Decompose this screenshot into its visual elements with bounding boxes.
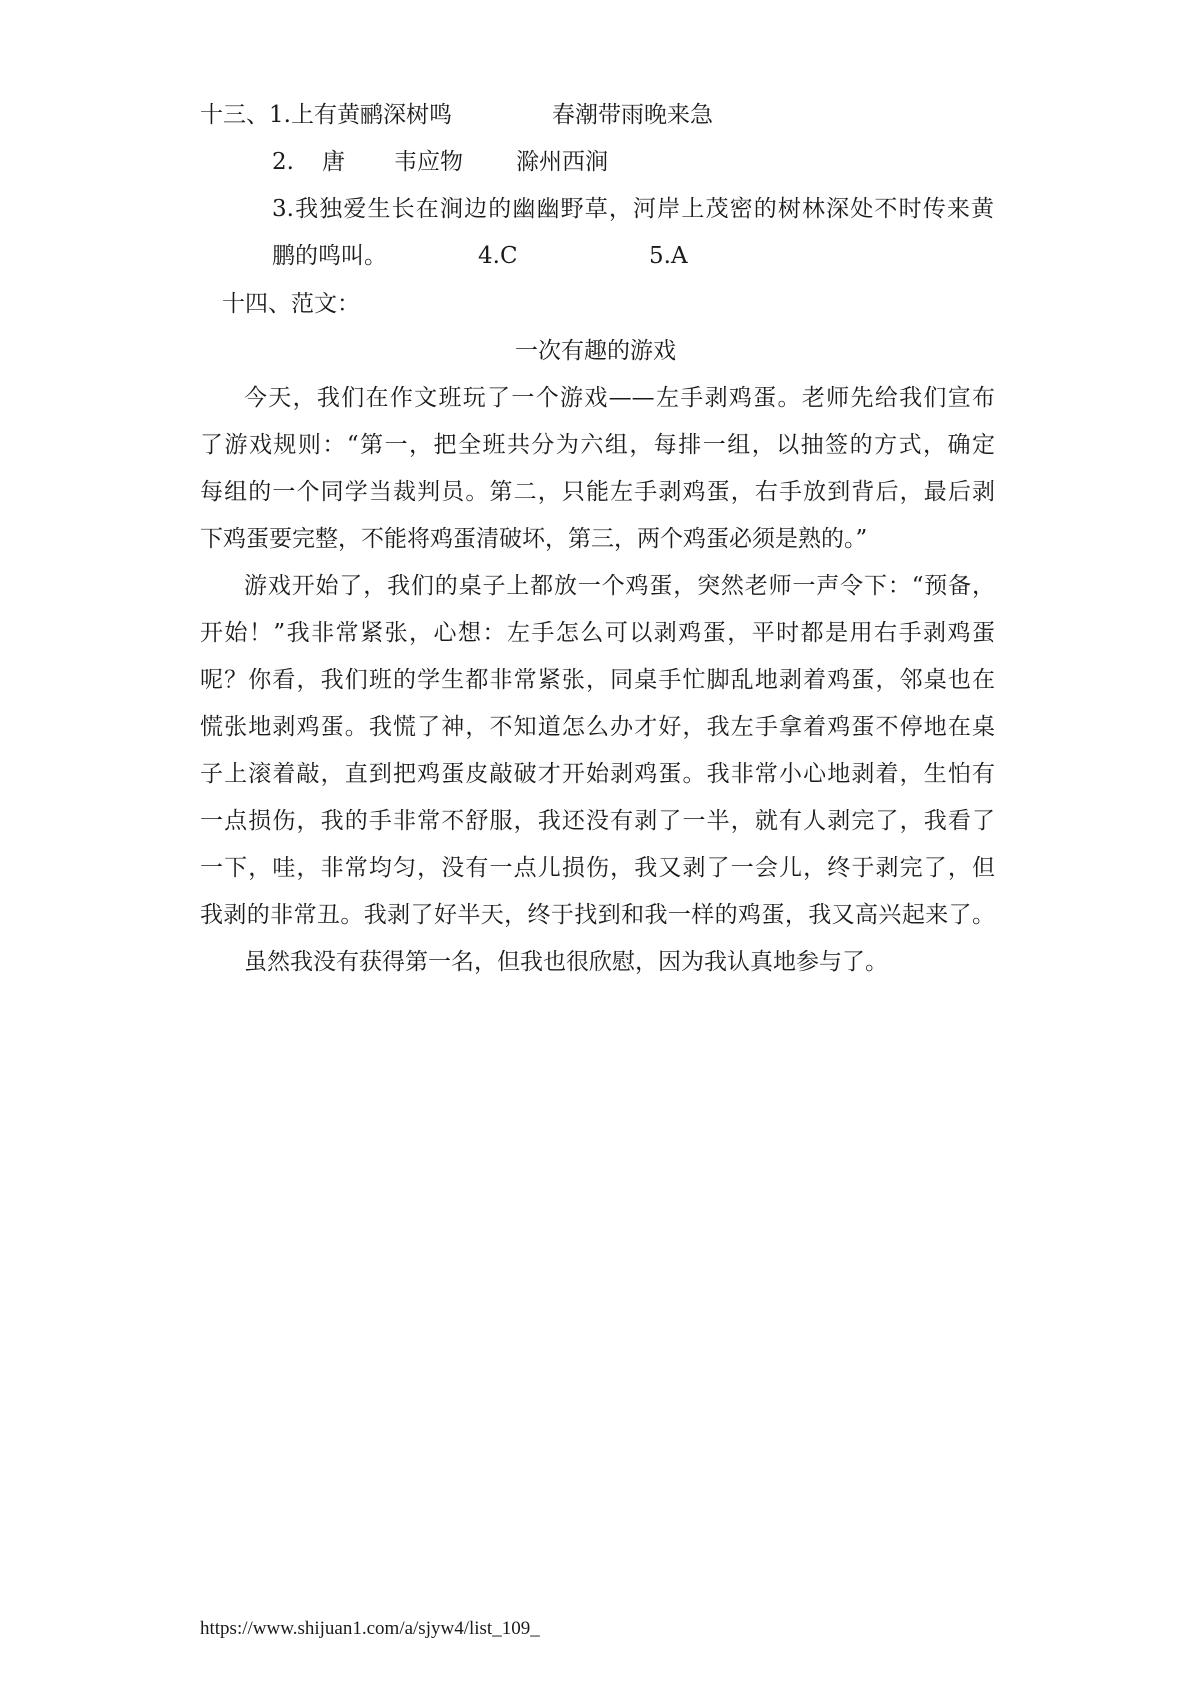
essay-p3-line-1: 虽然我没有获得第一名，但我也很欣慰，因为我认真地参与了。 bbox=[244, 949, 888, 975]
essay-title: 一次有趣的游戏 bbox=[515, 338, 676, 364]
answer-13-item-5: 5.A bbox=[649, 243, 688, 269]
answer-13-line-2 bbox=[272, 147, 972, 177]
section-13-label: 十三、 bbox=[200, 102, 269, 128]
essay-p2-line-1: 游戏开始了，我们的桌子上都放一个鸡蛋，突然老师一声令下：“预备， bbox=[244, 573, 995, 599]
essay-p2-line-5: 子上滚着敲，直到把鸡蛋皮敲破才开始剥鸡蛋。我非常小心地剥着，生怕有 bbox=[200, 761, 995, 787]
answer-13-line-3 bbox=[272, 194, 994, 224]
essay-p1-line-4: 下鸡蛋要完整，不能将鸡蛋清破坏，第三，两个鸡蛋必须是熟的。” bbox=[200, 526, 868, 552]
essay-p2-line-4: 慌张地剥鸡蛋。我慌了神，不知道怎么办才好，我左手拿着鸡蛋不停地在桌 bbox=[200, 714, 995, 740]
answer-13-item-1: 1.上有黄鹂深树鸣 bbox=[269, 102, 452, 128]
essay-p2-line-2: 开始！”我非常紧张，心想：左手怎么可以剥鸡蛋，平时都是用右手剥鸡蛋 bbox=[200, 620, 995, 646]
answer-13-line-4 bbox=[272, 241, 972, 271]
answer-13-item-3-translation: 3.我独爱生长在涧边的幽幽野草，河岸上茂密的树林深处不时传来黄 bbox=[272, 196, 994, 222]
essay-p2-line-8: 我剥的非常丑。我剥了好半天，终于找到和我一样的鸡蛋，我又高兴起来了。 bbox=[200, 902, 995, 928]
essay-p2-line-6: 一点损伤，我的手非常不舒服，我还没有剥了一半，就有人剥完了，我看了 bbox=[200, 808, 995, 834]
answer-13-author: 韦应物 bbox=[394, 149, 463, 175]
answer-13-dynasty: 唐 bbox=[322, 149, 345, 175]
answer-13-poem-title: 滁州西涧 bbox=[516, 149, 608, 175]
answer-13-item-4: 4.C bbox=[478, 243, 518, 269]
answer-13-item-3-translation-end: 鹏的鸣叫。 bbox=[272, 243, 387, 269]
section-14-label: 十四、范文： bbox=[222, 291, 360, 317]
answer-13-line-1 bbox=[200, 100, 1000, 130]
essay-p2-line-7: 一下，哇，非常均匀，没有一点儿损伤，我又剥了一会儿，终于剥完了，但 bbox=[200, 855, 995, 881]
essay-p1-line-3: 每组的一个同学当裁判员。第二，只能左手剥鸡蛋，右手放到背后，最后剥 bbox=[200, 479, 995, 505]
essay-p1-line-2: 了游戏规则：“第一，把全班共分为六组，每排一组，以抽签的方式，确定 bbox=[200, 432, 995, 458]
footer-url[interactable]: https://www.shijuan1.com/a/sjyw4/list_109_ bbox=[200, 1618, 540, 1639]
answer-13-item-1-second: 春潮带雨晚来急 bbox=[552, 102, 713, 128]
answer-13-item-2-number: 2. bbox=[272, 149, 294, 175]
essay-p2-line-3: 呢？你看，我们班的学生都非常紧张，同桌手忙脚乱地剥着鸡蛋，邻桌也在 bbox=[200, 667, 995, 693]
essay-p1-line-1: 今天，我们在作文班玩了一个游戏——左手剥鸡蛋。老师先给我们宣布 bbox=[244, 385, 995, 411]
